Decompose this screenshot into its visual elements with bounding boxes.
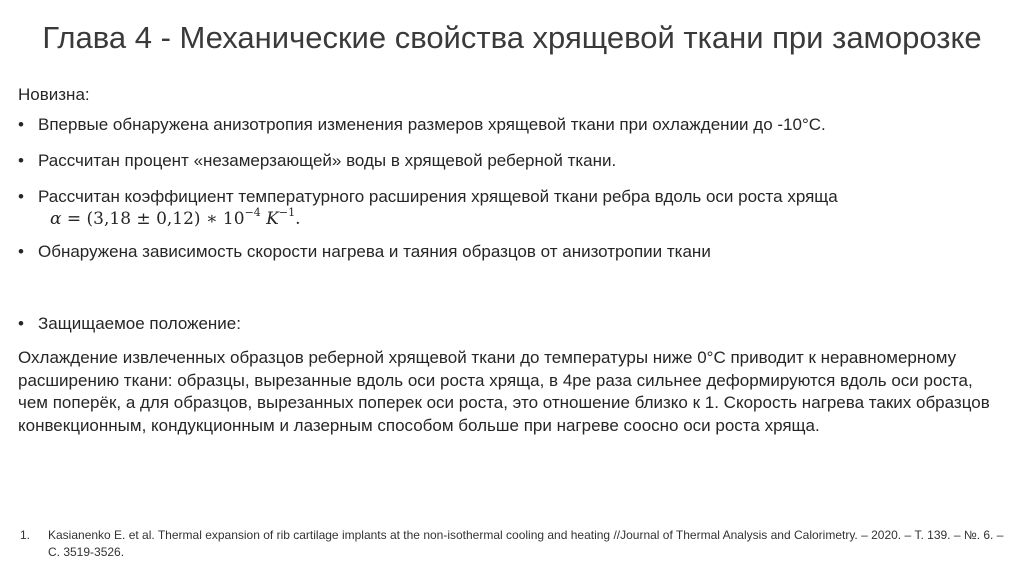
novelty-heading: Новизна: <box>18 85 90 104</box>
bullet-text: Обнаружена зависимость скорости нагрева и таяния образцов от анизотропии ткани <box>38 242 711 261</box>
reference-text: Kasianenko E. et al. Thermal expansion of rib cartilage implants at the non-isothermal cooling and heating //Journal of Thermal Analysis and Calorimetry. – 2020. – Т. 139. – №. 6. – С. 3519-3526. <box>48 528 1004 559</box>
bullet-icon: • <box>18 151 24 170</box>
bullet-icon: • <box>18 187 24 206</box>
formula-unit: K <box>260 209 279 229</box>
formula-unit-exponent: −1 <box>278 206 296 219</box>
bullet-icon: • <box>18 242 24 261</box>
formula-exponent: −4 <box>244 206 261 219</box>
formula-value: = (3,18 ± 0,12) ∗ 10 <box>61 209 245 229</box>
expansion-coefficient-formula <box>38 208 838 230</box>
formula-end: . <box>295 209 301 229</box>
protected-label-text: Защищаемое положение: <box>38 314 241 333</box>
bullet-icon: • <box>18 314 24 333</box>
formula-symbol: α <box>50 209 62 229</box>
protected-statement-label <box>18 313 241 335</box>
slide-title: Глава 4 - Механические свойства хрящевой ткани при заморозке <box>42 20 982 55</box>
reference-footnote <box>20 527 1010 561</box>
list-item <box>18 186 838 230</box>
protected-statement-paragraph: Охлаждение извлеченных образцов реберной хрящевой ткани до температуры ниже 0°С приводит к неравномерному расширению ткани: образцы, вырезанные вдоль оси роста хряща, в 4ре раза сильнее деформируются вдоль оси роста, чем поперёк, а для образцов, вырезанных поперек оси роста, это отношение близко к 1. Скорость нагрева таких образцов конвекционным, кондукционным и лазерным способом больше при нагреве соосно оси роста хряща. <box>18 348 990 435</box>
bullet-text: Рассчитан коэффициент температурного расширения хрящевой ткани ребра вдоль оси роста хряща <box>38 187 838 206</box>
novelty-list <box>18 114 838 263</box>
reference-number: 1. <box>20 528 31 542</box>
list-item <box>18 241 838 263</box>
list-item <box>18 114 838 136</box>
bullet-icon: • <box>18 115 24 134</box>
bullet-text: Рассчитан процент «незамерзающей» воды в хрящевой реберной ткани. <box>38 151 617 170</box>
list-item <box>18 150 838 172</box>
bullet-text: Впервые обнаружена анизотропия изменения размеров хрящевой ткани при охлаждении до -10°C. <box>38 115 826 134</box>
